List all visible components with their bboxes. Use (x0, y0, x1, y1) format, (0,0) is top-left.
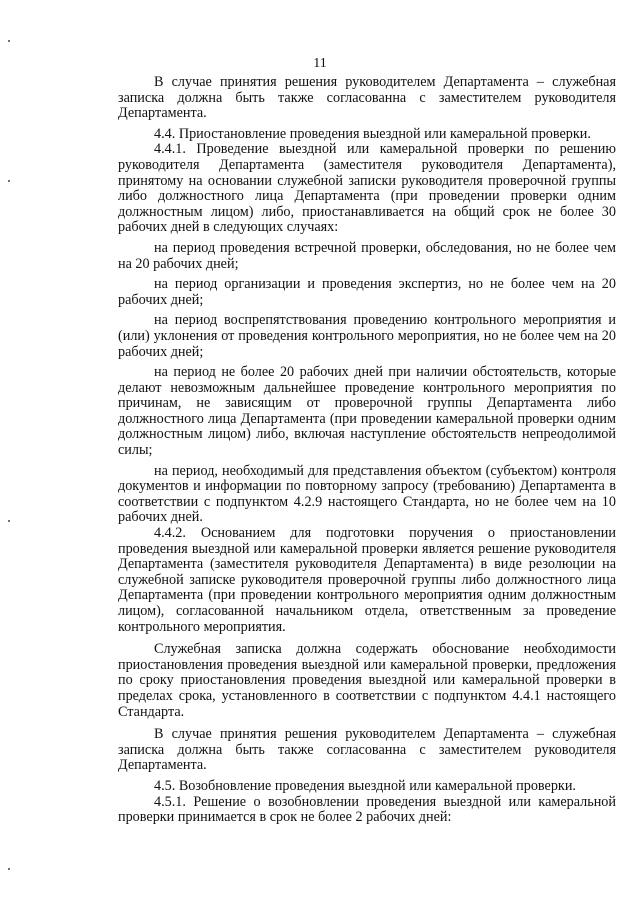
list-item-counter-check: на период проведения встречной проверки, обследования, но не более чем на 20 рабочих дней; (118, 239, 616, 272)
paragraph-memo-content: Служебная записка должна содержать обоснование необходимости приостановления проведения выездной или камеральной проверки, предложения по сроку приостановления проведения выездной или камеральной проверки в пределах срока, установленного в соответствии с подпунктом 4.4.1 настоящего Стандарта. (118, 641, 616, 720)
scan-speck (8, 520, 10, 522)
scan-speck (8, 868, 10, 870)
list-item-expertise: на период организации и проведения экспертиз, но не более чем на 20 рабочих дней; (118, 276, 616, 308)
list-item-obstruction: на период воспрепятствования проведению контрольного мероприятия и (или) уклонения от проведения контрольного мероприятия, но не более чем на 20 рабочих дней; (118, 312, 616, 360)
paragraph-approval-note-2: В случае принятия решения руководителем Департамента – служебная записка должна быть также согласованна с заместителем руководителя Департамента. (118, 726, 616, 774)
paragraph-4-4-1: 4.4.1. Проведение выездной или камеральной проверки по решению руководителя Департамента (заместителя руководителя Департамента), принятому на основании служебной записки руководителя проверочной группы либо должностного лица Департамента (при проведении проверки одним должностным лицом) либо, приостанавливается на общий срок не более 30 рабочих дней в следующих случаях: (118, 141, 616, 236)
list-item-documents: на период, необходимый для представления объектом (субъектом) контроля документов и информации по повторному запросу (требованию) Департамента в соответствии с подпунктом 4.2.9 настоящего Стандарта, но не более чем на 10 рабочих дней. (118, 462, 616, 526)
document-body (118, 75, 616, 826)
scan-speck (8, 180, 10, 182)
section-heading-4-4: 4.4. Приостановление проведения выездной или камеральной проверки. (154, 125, 591, 142)
paragraph-approval-note: В случае принятия решения руководителем Департамента – служебная записка должна быть также согласованна с заместителем руководителя Департамента. (118, 74, 616, 122)
paragraph-4-4-2: 4.4.2. Основанием для подготовки поручения о приостановлении проведения выездной или камеральной проверки является решение руководителя Департамента (заместителя руководителя Департамента) в виде резолюции на служебной записке руководителя проверочной группы либо должностного лица Департамента (при проведении контрольного мероприятия одним должностным лицом), согласованной начальником отдела, ответственным за проведение контрольного мероприятия. (118, 525, 616, 635)
scan-speck (8, 40, 10, 42)
paragraph-4-5-1: 4.5.1. Решение о возобновлении проведения выездной или камеральной проверки принимается в срок не более 2 рабочих дней: (118, 793, 616, 826)
section-heading-4-5: 4.5. Возобновление проведения выездной или камеральной проверки. (154, 777, 576, 794)
list-item-circumstances: на период не более 20 рабочих дней при наличии обстоятельств, которые делают невозможным дальнейшее проведение контрольного мероприятия по причинам, не зависящим от проверочной группы Департамента либо должностного лица Департамента (при проведении камеральной проверки одним должностным лицом) либо, включая наступление обстоятельств непреодолимой силы; (118, 364, 616, 459)
page-number: 11 (313, 56, 327, 71)
